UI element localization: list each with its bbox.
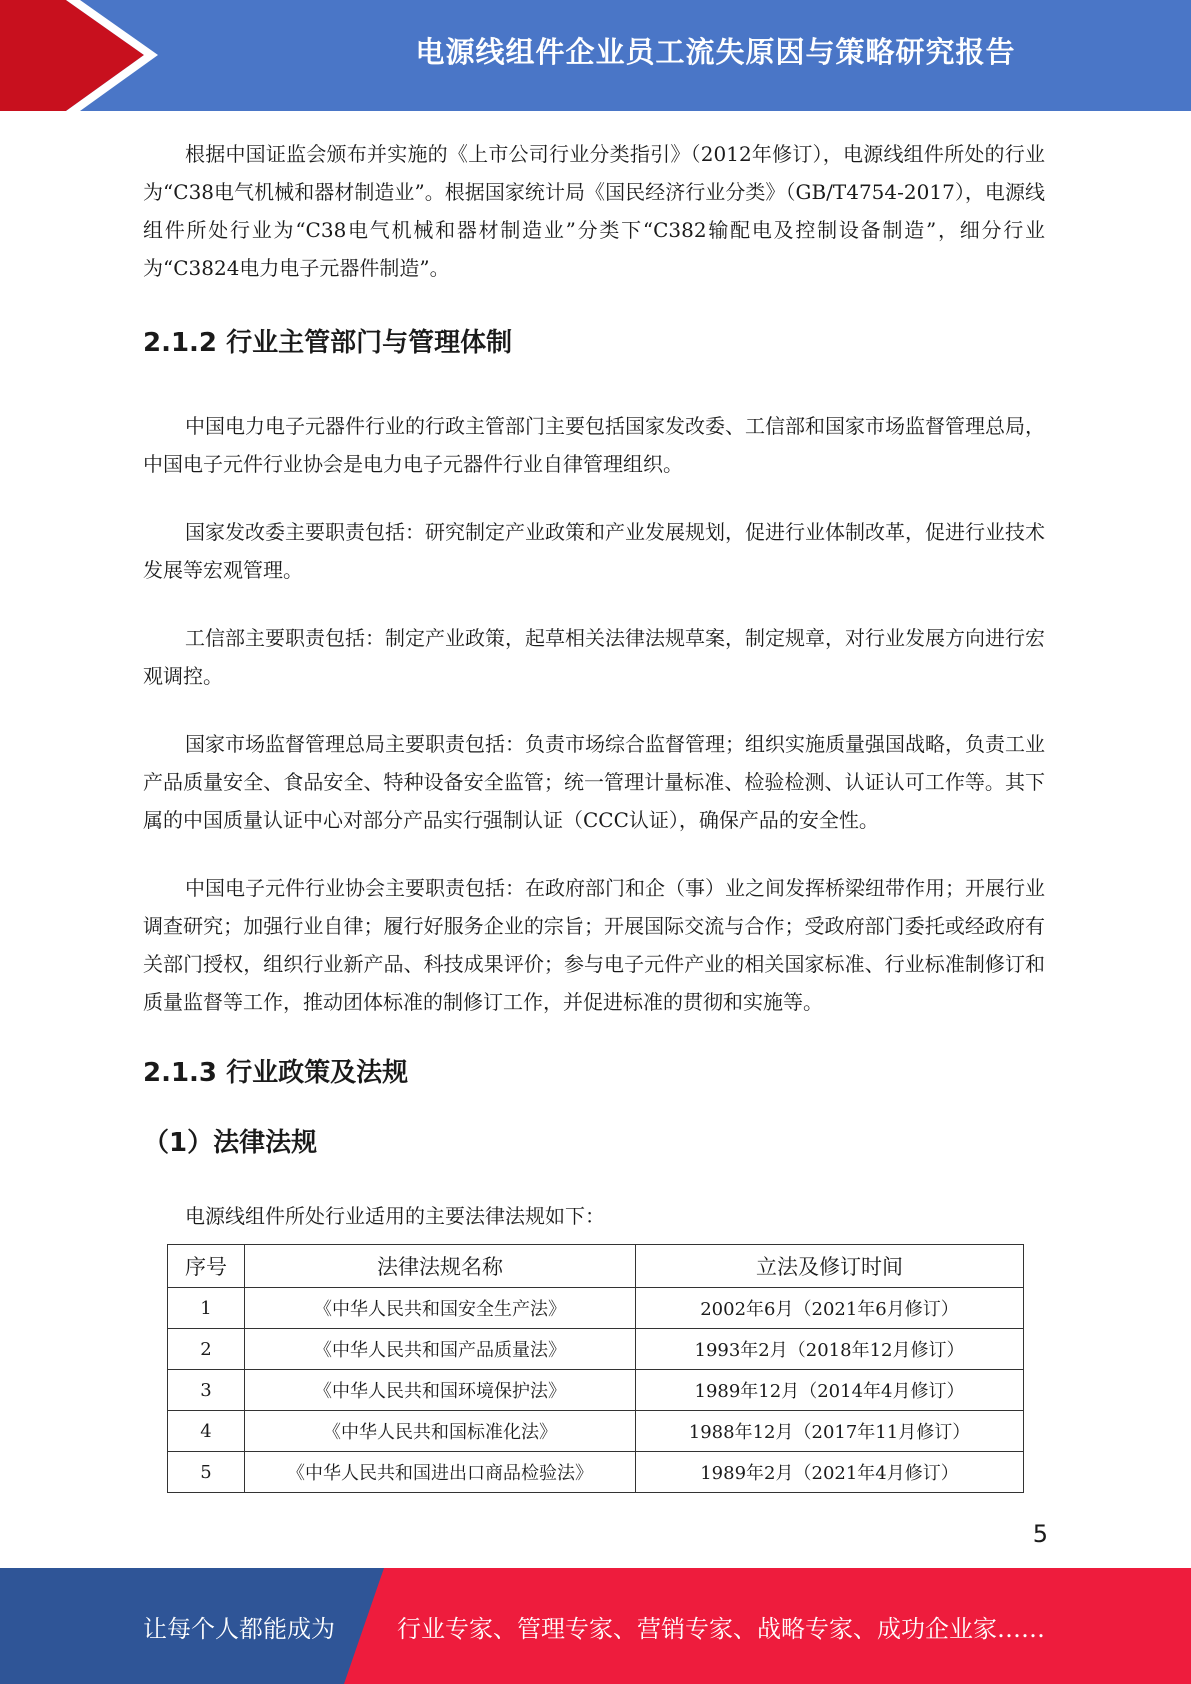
cell-date: 2002年6月（2021年6月修订） [636, 1288, 1024, 1329]
cell-date: 1988年12月（2017年11月修订） [636, 1411, 1024, 1452]
paragraph-samr: 国家市场监督管理总局主要职责包括：负责市场综合监督管理；组织实施质量强国战略，负责工业产品质量安全、食品安全、特种设备安全监管；统一管理计量标准、检验检测、认证认可工作等。其下属的中国质量认证中心对部分产品实行强制认证（CCC认证），确保产品的安全性。 [143, 732, 1045, 832]
paragraph-ndrc: 国家发改委主要职责包括：研究制定产业政策和产业发展规划，促进行业体制改革，促进行业技术发展等宏观管理。 [143, 520, 1045, 582]
table-row [168, 1411, 1024, 1452]
paragraph-table-intro: 电源线组件所处行业适用的主要法律法规如下： [185, 1204, 605, 1228]
table-row [168, 1370, 1024, 1411]
cell-date: 1989年12月（2014年4月修订） [636, 1370, 1024, 1411]
header-law-name: 法律法规名称 [245, 1245, 636, 1288]
laws-table [167, 1244, 1024, 1493]
cell-law-name: 《中华人民共和国产品质量法》 [245, 1329, 636, 1370]
table-header-row [168, 1245, 1024, 1288]
cell-serial: 5 [168, 1452, 245, 1493]
table-row [168, 1452, 1024, 1493]
paragraph-miit: 工信部主要职责包括：制定产业政策，起草相关法律法规草案，制定规章，对行业发展方向进行宏观调控。 [143, 626, 1045, 688]
cell-law-name: 《中华人民共和国环境保护法》 [245, 1370, 636, 1411]
section-heading-2-1-2: 2.1.2 行业主管部门与管理体制 [143, 328, 513, 358]
report-title: 电源线组件企业员工流失原因与策略研究报告 [415, 34, 1016, 69]
cell-serial: 1 [168, 1288, 245, 1329]
paragraph-authorities: 中国电力电子元器件行业的行政主管部门主要包括国家发改委、工信部和国家市场监督管理总局，中国电子元件行业协会是电力电子元器件行业自律管理组织。 [143, 414, 1045, 476]
paragraph-cecia: 中国电子元件行业协会主要职责包括：在政府部门和企（事）业之间发挥桥梁纽带作用；开展行业调查研究；加强行业自律；履行好服务企业的宗旨；开展国际交流与合作；受政府部门委托或经政府有关部门授权，组织行业新产品、科技成果评价；参与电子元件产业的相关国家标准、行业标准制修订和质量监督等工作，推动团体标准的制修订工作，并促进标准的贯彻和实施等。 [143, 876, 1045, 1014]
cell-law-name: 《中华人民共和国安全生产法》 [245, 1288, 636, 1329]
table-row [168, 1288, 1024, 1329]
cell-date: 1993年2月（2018年12月修订） [636, 1329, 1024, 1370]
header-date: 立法及修订时间 [636, 1245, 1024, 1288]
intro-paragraph: 根据中国证监会颁布并实施的《上市公司行业分类指引》（2012年修订），电源线组件所处的行业为“C38电气机械和器材制造业”。根据国家统计局《国民经济行业分类》（GB/T4754-2017），电源线组件所处行业为“C38电气机械和器材制造业”分类下“C382输配电及控制设备制造”，细分行业为“C3824电力电子元器件制造”。 [143, 142, 1045, 280]
section-heading-2-1-3: 2.1.3 行业政策及法规 [143, 1058, 409, 1088]
cell-serial: 4 [168, 1411, 245, 1452]
main-content [143, 135, 1045, 1235]
page-number: 5 [1032, 1520, 1048, 1548]
subheading-laws: （1）法律法规 [143, 1128, 318, 1158]
cell-date: 1989年2月（2021年4月修订） [636, 1452, 1024, 1493]
header-arrow-decoration [0, 0, 160, 111]
footer-slogan-left: 让每个人都能成为 [143, 1614, 335, 1643]
page-footer [0, 1568, 1191, 1684]
table-row [168, 1329, 1024, 1370]
cell-law-name: 《中华人民共和国标准化法》 [245, 1411, 636, 1452]
page-header [0, 0, 1191, 111]
cell-serial: 3 [168, 1370, 245, 1411]
header-serial: 序号 [168, 1245, 245, 1288]
footer-slogan-right: 行业专家、管理专家、营销专家、战略专家、成功企业家…… [397, 1614, 1045, 1643]
cell-serial: 2 [168, 1329, 245, 1370]
cell-law-name: 《中华人民共和国进出口商品检验法》 [245, 1452, 636, 1493]
